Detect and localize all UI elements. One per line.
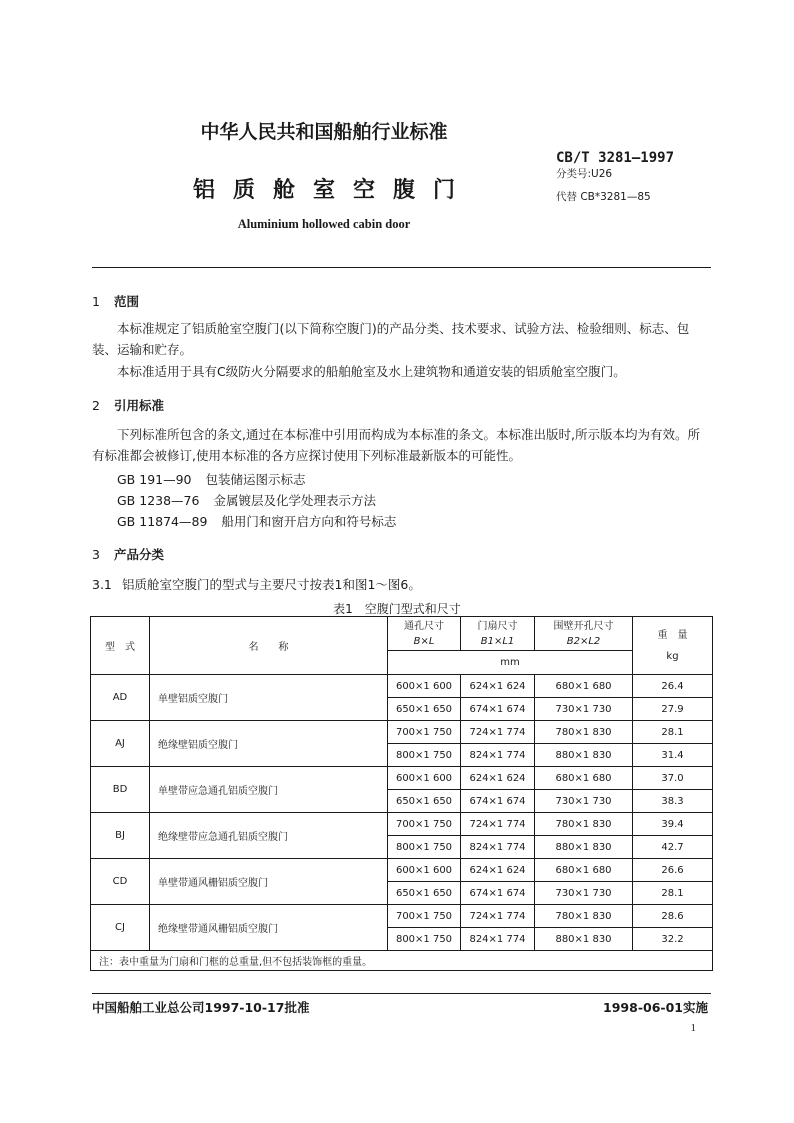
effective-date: 1998-06-01实施 bbox=[603, 1000, 708, 1015]
table-row bbox=[91, 721, 713, 744]
wall-opening-size: 880×1 830 bbox=[535, 744, 633, 767]
weight: 28.6 bbox=[633, 905, 713, 928]
col-header-wall bbox=[535, 617, 633, 651]
wall-opening-size: 780×1 830 bbox=[535, 905, 633, 928]
weight: 28.1 bbox=[633, 882, 713, 905]
type-code: BJ bbox=[91, 813, 150, 859]
weight: 37.0 bbox=[633, 767, 713, 790]
opening-size: 800×1 750 bbox=[388, 744, 461, 767]
clause-number: 3.1 bbox=[92, 577, 112, 592]
approval-line: 中国船舶工业总公司1997-10-17批准 bbox=[92, 1000, 310, 1015]
leaf-size: 724×1 774 bbox=[461, 721, 535, 744]
section-number: 2 bbox=[92, 398, 100, 413]
section-2-paragraph: 下列标准所包含的条文,通过在本标准中引用而构成为本标准的条文。本标准出版时,所示版本均为有效。所有标准都会被修订,使用本标准的各方应探讨使用下列标准最新版本的可能性。 bbox=[92, 427, 700, 463]
leaf-size: 624×1 624 bbox=[461, 675, 535, 698]
footer-divider bbox=[92, 993, 711, 994]
reference-code: GB 11874—89 bbox=[117, 514, 208, 529]
weight: 26.4 bbox=[633, 675, 713, 698]
header-label: 围壁开孔尺寸 bbox=[553, 620, 614, 632]
wall-opening-size: 780×1 830 bbox=[535, 721, 633, 744]
reference-title: 船用门和窗开启方向和符号标志 bbox=[221, 514, 397, 529]
leaf-size: 824×1 774 bbox=[461, 836, 535, 859]
wall-opening-size: 730×1 730 bbox=[535, 882, 633, 905]
header-divider bbox=[92, 267, 711, 268]
weight: 26.6 bbox=[633, 859, 713, 882]
table-caption: 表1 空腹门型式和尺寸 bbox=[333, 602, 461, 616]
opening-size: 600×1 600 bbox=[388, 767, 461, 790]
standard-title-english: Aluminium hollowed cabin door bbox=[237, 217, 411, 231]
table-row bbox=[91, 813, 713, 836]
opening-size: 700×1 750 bbox=[388, 905, 461, 928]
table-row bbox=[91, 905, 713, 928]
leaf-size: 724×1 774 bbox=[461, 813, 535, 836]
replaces-standard: 代替 CB*3281—85 bbox=[556, 191, 651, 203]
section-title: 范围 bbox=[114, 294, 140, 309]
section-1-paragraph-1: 本标准规定了铝质舱室空腹门(以下简称空腹门)的产品分类、技术要求、试验方法、检验细则、标志、包装、运输和贮存。 bbox=[92, 321, 690, 357]
header-symbol: B2×L2 bbox=[566, 635, 601, 647]
weight: 27.9 bbox=[633, 698, 713, 721]
opening-size: 650×1 650 bbox=[388, 882, 461, 905]
wall-opening-size: 780×1 830 bbox=[535, 813, 633, 836]
opening-size: 600×1 600 bbox=[388, 675, 461, 698]
section-2-heading bbox=[92, 396, 164, 414]
header-label: 门扇尺寸 bbox=[477, 620, 518, 632]
weight: 32.2 bbox=[633, 928, 713, 951]
header-symbol: B1×L1 bbox=[480, 635, 515, 647]
leaf-size: 724×1 774 bbox=[461, 905, 535, 928]
col-header-leaf bbox=[461, 617, 535, 651]
page-number: 1 bbox=[690, 1022, 696, 1034]
opening-size: 650×1 650 bbox=[388, 790, 461, 813]
clause-text: 铝质舱室空腹门的型式与主要尺寸按表1和图1～图6。 bbox=[122, 577, 421, 592]
door-name: 单壁带通风栅铝质空腹门 bbox=[150, 859, 388, 905]
standard-organization: 中华人民共和国船舶行业标准 bbox=[200, 121, 448, 143]
dimension-unit: mm bbox=[388, 651, 633, 675]
section-number: 3 bbox=[92, 547, 100, 562]
section-number: 1 bbox=[92, 294, 100, 309]
clause-3-1 bbox=[92, 575, 421, 593]
standard-code: CB/T 3281—1997 bbox=[556, 150, 675, 166]
leaf-size: 624×1 624 bbox=[461, 859, 535, 882]
reference-title: 包装储运图示标志 bbox=[205, 472, 306, 487]
type-code: CJ bbox=[91, 905, 150, 951]
wall-opening-size: 880×1 830 bbox=[535, 836, 633, 859]
section-1-paragraph-2: 本标准适用于具有C级防火分隔要求的船舶舱室及水上建筑物和通道安装的铝质舱室空腹门。 bbox=[117, 364, 626, 379]
door-name: 单壁铝质空腹门 bbox=[150, 675, 388, 721]
opening-size: 700×1 750 bbox=[388, 813, 461, 836]
classification-number: 分类号:U26 bbox=[556, 168, 613, 180]
weight: 42.7 bbox=[633, 836, 713, 859]
section-title: 引用标准 bbox=[114, 398, 165, 413]
section-title: 产品分类 bbox=[114, 547, 165, 562]
door-name: 单壁带应急通孔铝质空腹门 bbox=[150, 767, 388, 813]
leaf-size: 624×1 624 bbox=[461, 767, 535, 790]
header-symbol: B×L bbox=[413, 635, 435, 647]
type-code: CD bbox=[91, 859, 150, 905]
weight: 38.3 bbox=[633, 790, 713, 813]
type-code: AJ bbox=[91, 721, 150, 767]
leaf-size: 674×1 674 bbox=[461, 698, 535, 721]
opening-size: 800×1 750 bbox=[388, 836, 461, 859]
header-unit: kg bbox=[666, 650, 679, 662]
door-name: 绝缘壁带通风栅铝质空腹门 bbox=[150, 905, 388, 951]
table-row bbox=[91, 675, 713, 698]
type-code: AD bbox=[91, 675, 150, 721]
header-label: 通孔尺寸 bbox=[404, 620, 444, 632]
col-header-type: 型 式 bbox=[91, 617, 150, 675]
type-code: BD bbox=[91, 767, 150, 813]
reference-item bbox=[117, 491, 376, 509]
table-note-row bbox=[91, 951, 713, 971]
wall-opening-size: 730×1 730 bbox=[535, 790, 633, 813]
section-1-heading bbox=[92, 292, 139, 310]
door-name: 绝缘壁铝质空腹门 bbox=[150, 721, 388, 767]
weight: 31.4 bbox=[633, 744, 713, 767]
col-header-weight bbox=[633, 617, 713, 675]
standard-title: 铝质舱室空腹门 bbox=[192, 178, 473, 203]
table-header-row bbox=[91, 617, 713, 651]
table-row bbox=[91, 859, 713, 882]
door-spec-table bbox=[90, 616, 713, 971]
leaf-size: 824×1 774 bbox=[461, 928, 535, 951]
reference-code: GB 191—90 bbox=[117, 472, 192, 487]
opening-size: 800×1 750 bbox=[388, 928, 461, 951]
wall-opening-size: 680×1 680 bbox=[535, 767, 633, 790]
reference-item bbox=[117, 470, 306, 488]
reference-title: 金属镀层及化学处理表示方法 bbox=[213, 493, 376, 508]
weight: 39.4 bbox=[633, 813, 713, 836]
wall-opening-size: 730×1 730 bbox=[535, 698, 633, 721]
leaf-size: 674×1 674 bbox=[461, 882, 535, 905]
reference-code: GB 1238—76 bbox=[117, 493, 200, 508]
wall-opening-size: 680×1 680 bbox=[535, 675, 633, 698]
reference-item bbox=[117, 512, 396, 530]
table-note: 注：表中重量为门扇和门框的总重量,但不包括装饰框的重量。 bbox=[91, 951, 713, 971]
header-label: 重 量 bbox=[657, 629, 688, 641]
leaf-size: 824×1 774 bbox=[461, 744, 535, 767]
opening-size: 650×1 650 bbox=[388, 698, 461, 721]
opening-size: 700×1 750 bbox=[388, 721, 461, 744]
door-name: 绝缘壁带应急通孔铝质空腹门 bbox=[150, 813, 388, 859]
opening-size: 600×1 600 bbox=[388, 859, 461, 882]
col-header-opening bbox=[388, 617, 461, 651]
leaf-size: 674×1 674 bbox=[461, 790, 535, 813]
weight: 28.1 bbox=[633, 721, 713, 744]
col-header-name: 名 称 bbox=[150, 617, 388, 675]
table-row bbox=[91, 767, 713, 790]
wall-opening-size: 880×1 830 bbox=[535, 928, 633, 951]
wall-opening-size: 680×1 680 bbox=[535, 859, 633, 882]
section-3-heading bbox=[92, 545, 164, 563]
